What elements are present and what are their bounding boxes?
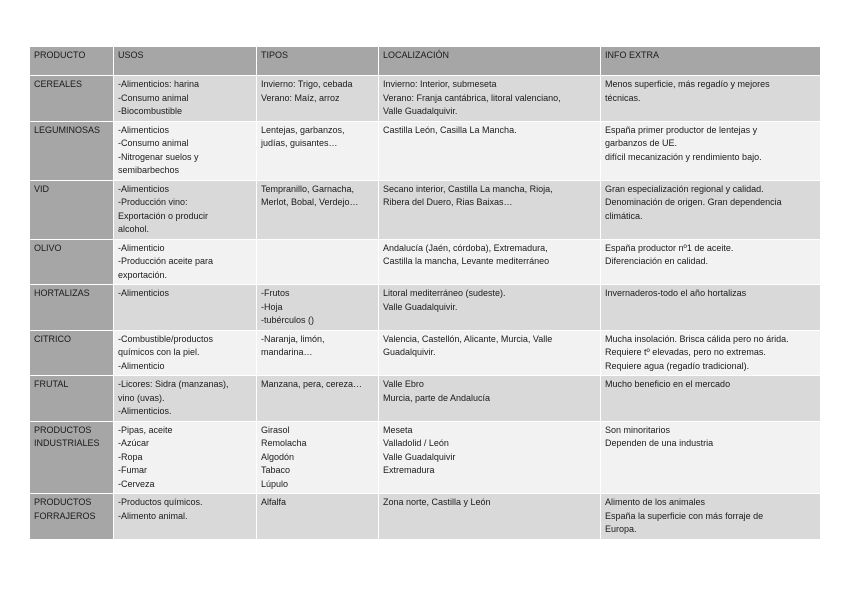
localizacion-line: Zona norte, Castilla y León	[383, 497, 491, 507]
localizacion-cell	[379, 76, 601, 122]
usos-cell	[114, 285, 257, 331]
usos-cell	[114, 421, 257, 494]
localizacion-line: Valle Guadalquivir.	[383, 106, 458, 116]
localizacion-cell	[379, 330, 601, 376]
product-name-cell: FRUTAL	[30, 376, 114, 422]
info-line: Denominación de origen. Gran dependencia	[605, 197, 782, 207]
info-line: Mucho beneficio en el mercado	[605, 379, 731, 389]
usos-line: -Producción aceite para	[118, 256, 214, 266]
header-localizacion: LOCALIZACIÓN	[379, 47, 601, 76]
usos-line: -Consumo animal	[118, 92, 189, 103]
usos-line: -Alimenticios: harina	[118, 79, 200, 89]
tipos-cell	[257, 494, 379, 540]
tipos-cell	[257, 285, 379, 331]
product-name-cell: PRODUCTOS FORRAJEROS	[30, 494, 114, 540]
usos-line: exportación.	[118, 269, 168, 280]
info-line: climática.	[605, 210, 643, 221]
info-line: Requiere tº elevadas, pero no extremas.	[605, 347, 766, 357]
usos-cell	[114, 76, 257, 122]
tipos-line: Verano: Maíz, arroz	[261, 92, 340, 103]
tipos-line: mandarina…	[261, 347, 313, 357]
localizacion-line: Invierno: Interior, submeseta	[383, 79, 497, 89]
info-line: Diferenciación en calidad.	[605, 256, 709, 266]
usos-line: -Alimenticios	[118, 288, 170, 298]
info-cell	[601, 330, 821, 376]
info-line: Invernaderos-todo el año hortalizas	[605, 288, 747, 298]
tipos-line: Lúpulo	[261, 478, 289, 489]
tipos-cell	[257, 421, 379, 494]
info-line: Gran especialización regional y calidad.	[605, 183, 764, 194]
localizacion-line: Valencia, Castellón, Alicante, Murcia, Valle	[383, 333, 553, 344]
product-name-cell: HORTALIZAS	[30, 285, 114, 331]
table-body	[30, 76, 821, 540]
usos-line: -Biocombustible	[118, 106, 183, 116]
info-cell	[601, 239, 821, 285]
usos-line: -Nitrogenar suelos y	[118, 151, 199, 162]
tipos-line: -Frutos	[261, 288, 290, 298]
table-row	[30, 121, 821, 180]
usos-line: -Alimenticios.	[118, 406, 172, 416]
info-line: Europa.	[605, 524, 637, 534]
info-cell	[601, 494, 821, 540]
usos-line: vino (uvas).	[118, 392, 165, 403]
localizacion-line: Secano interior, Castilla La mancha, Rioja,	[383, 183, 553, 194]
table-row	[30, 180, 821, 239]
localizacion-line: Castilla la mancha, Levante mediterráneo	[383, 256, 550, 266]
tipos-line: Algodón	[261, 451, 295, 462]
localizacion-line: Extremadura	[383, 465, 435, 475]
tipos-line: Invierno: Trigo, cebada	[261, 79, 353, 89]
product-name-cell: VID	[30, 180, 114, 239]
tipos-line: Remolacha	[261, 438, 307, 448]
localizacion-line: Valle Guadalquivir.	[383, 301, 458, 312]
localizacion-cell	[379, 285, 601, 331]
tipos-cell	[257, 330, 379, 376]
localizacion-line: Valle Ebro	[383, 379, 424, 389]
usos-line: -Alimenticios	[118, 124, 170, 135]
usos-line: -Alimenticio	[118, 242, 165, 253]
product-name-cell: OLIVO	[30, 239, 114, 285]
header-producto: PRODUCTO	[30, 47, 114, 76]
table-row	[30, 494, 821, 540]
usos-line: semibarbechos	[118, 165, 180, 175]
table-row	[30, 330, 821, 376]
usos-line: -Consumo animal	[118, 138, 189, 148]
usos-line: -Productos químicos.	[118, 497, 203, 507]
info-line: Mucha insolación. Brisca cálida pero no árida.	[605, 333, 789, 344]
table-row	[30, 421, 821, 494]
product-name-cell: LEGUMINOSAS	[30, 121, 114, 180]
tipos-line: Alfalfa	[261, 497, 287, 507]
usos-line: -Ropa	[118, 451, 143, 462]
usos-line: -Licores: Sidra (manzanas),	[118, 379, 229, 389]
usos-line: -Producción vino:	[118, 197, 188, 207]
tipos-line: Tempranillo, Garnacha,	[261, 183, 355, 194]
localizacion-cell	[379, 376, 601, 422]
usos-line: alcohol.	[118, 224, 150, 234]
usos-line: Exportación o producir	[118, 210, 209, 221]
info-line: difícil mecanización y rendimiento bajo.	[605, 151, 762, 162]
usos-line: -Azúcar	[118, 438, 150, 448]
tipos-line: Girasol	[261, 424, 290, 435]
localizacion-line: Castilla León, Casilla La Mancha.	[383, 124, 517, 135]
usos-line: -Cerveza	[118, 478, 155, 489]
tipos-cell	[257, 76, 379, 122]
tipos-line: Manzana, pera, cereza…	[261, 379, 363, 389]
info-line: España la superficie con más forraje de	[605, 510, 764, 521]
localizacion-cell	[379, 121, 601, 180]
header-tipos: TIPOS	[257, 47, 379, 76]
tipos-line: -Hoja	[261, 301, 283, 312]
table-row	[30, 376, 821, 422]
info-line: España primer productor de lentejas y	[605, 124, 758, 135]
info-cell	[601, 285, 821, 331]
tipos-line: Merlot, Bobal, Verdejo…	[261, 197, 359, 207]
info-cell	[601, 121, 821, 180]
info-line: garbanzos de UE.	[605, 138, 678, 148]
localizacion-line: Andalucía (Jaén, córdoba), Extremadura,	[383, 242, 548, 253]
product-name-cell: CITRICO	[30, 330, 114, 376]
usos-line: -Fumar	[118, 465, 147, 475]
localizacion-line: Murcia, parte de Andalucía	[383, 392, 491, 403]
table-row	[30, 285, 821, 331]
tipos-cell	[257, 239, 379, 285]
tipos-line: -Naranja, limón,	[261, 333, 325, 344]
usos-line: -Pipas, aceite	[118, 424, 173, 435]
localizacion-cell	[379, 180, 601, 239]
usos-cell	[114, 180, 257, 239]
usos-line: -Alimento animal.	[118, 510, 188, 521]
tipos-cell	[257, 376, 379, 422]
localizacion-line: Litoral mediterráneo (sudeste).	[383, 288, 506, 298]
usos-line: químicos con la piel.	[118, 347, 200, 357]
usos-line: -Alimenticios	[118, 183, 170, 194]
usos-cell	[114, 239, 257, 285]
info-line: técnicas.	[605, 92, 641, 103]
tipos-cell	[257, 180, 379, 239]
tipos-line: Tabaco	[261, 465, 291, 475]
localizacion-line: Verano: Franja cantábrica, litoral valenciano,	[383, 92, 561, 103]
localizacion-line: Valle Guadalquivir	[383, 451, 456, 462]
localizacion-line: Guadalquivir.	[383, 347, 436, 357]
header-info-extra: INFO EXTRA	[601, 47, 821, 76]
usos-cell	[114, 376, 257, 422]
usos-cell	[114, 494, 257, 540]
info-cell	[601, 180, 821, 239]
tipos-line: -tubérculos ()	[261, 315, 315, 325]
product-name-cell: PRODUCTOS INDUSTRIALES	[30, 421, 114, 494]
info-line: Requiere agua (regadío tradicional).	[605, 360, 750, 371]
localizacion-cell	[379, 494, 601, 540]
table-row	[30, 239, 821, 285]
header-row	[30, 47, 821, 76]
usos-line: -Combustible/productos	[118, 333, 214, 344]
localizacion-line: Valladolid / León	[383, 438, 449, 448]
localizacion-cell	[379, 239, 601, 285]
info-cell	[601, 376, 821, 422]
table-row	[30, 76, 821, 122]
tipos-line: judías, guisantes…	[261, 138, 338, 148]
info-line: Son minoritarios	[605, 424, 671, 435]
tipos-cell	[257, 121, 379, 180]
product-name-cell: CEREALES	[30, 76, 114, 122]
info-line: Dependen de una industria	[605, 438, 714, 448]
usos-line: -Alimenticio	[118, 360, 165, 371]
usos-cell	[114, 121, 257, 180]
info-line: España productor nº1 de aceite.	[605, 242, 734, 253]
tipos-line: Lentejas, garbanzos,	[261, 124, 345, 135]
usos-cell	[114, 330, 257, 376]
localizacion-line: Ribera del Duero, Rias Baixas…	[383, 197, 513, 207]
info-cell	[601, 76, 821, 122]
info-line: Menos superficie, más regadío y mejores	[605, 79, 770, 89]
header-usos: USOS	[114, 47, 257, 76]
localizacion-cell	[379, 421, 601, 494]
info-line: Alimento de los animales	[605, 497, 706, 507]
info-cell	[601, 421, 821, 494]
localizacion-line: Meseta	[383, 424, 413, 435]
products-table	[29, 46, 821, 540]
